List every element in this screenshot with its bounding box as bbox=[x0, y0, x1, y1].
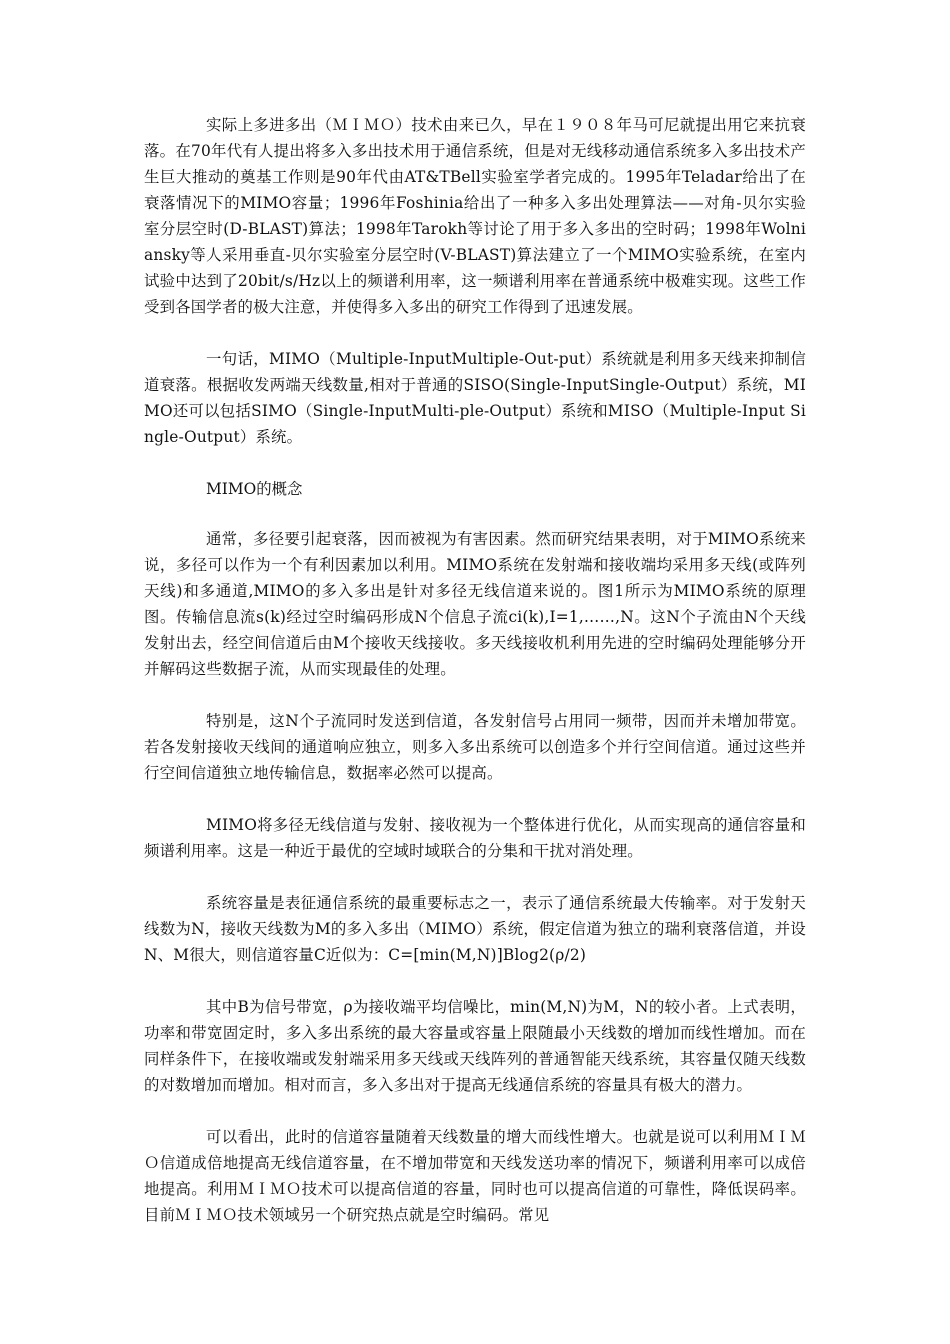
paragraph-system-capacity: 系统容量是表征通信系统的最重要标志之一，表示了通信系统最大传输率。对于发射天线数为N，接收天线数为M的多入多出（MIMO）系统，假定信道为独立的瑞利衰落信道，并设N、M很大，则信道容量C近似为：C=[min(M,N)]Blog2(ρ/2) bbox=[144, 894, 806, 964]
paragraph-capacity-explanation: 其中B为信号带宽，ρ为接收端平均信噪比，min(M,N)为M，N的较小者。上式表明，功率和带宽固定时，多入多出系统的最大容量或容量上限随最小天线数的增加而线性增加。而在同样条件下，在接收端或发射端采用多天线或天线阵列的普通智能天线系统，其容量仅随天线数的对数增加而增加。相对而言，多入多出对于提高无线通信系统的容量具有极大的潜力。 bbox=[144, 998, 806, 1094]
paragraph-parallel-channels: 特别是，这N个子流同时发送到信道，各发射信号占用同一频带，因而并未增加带宽。若各发射接收天线间的通道响应独立，则多入多出系统可以创造多个并行空间信道。通过这些并行空间信道独立地传输信息，数据率必然可以提高。 bbox=[144, 712, 806, 782]
paragraph-mimo-definition: 一句话，MIMO（Multiple-InputMultiple-Out-put）系统就是利用多天线来抑制信道衰落。根据收发两端天线数量,相对于普通的SISO(Single-InputSingle-Output）系统，MIMO还可以包括SIMO（Single-InputMulti-ple-Output）系统和MISO（Multiple-Input Single-Output）系统。 bbox=[144, 350, 806, 446]
paragraph-joint-optimization: MIMO将多径无线信道与发射、接收视为一个整体进行优化，从而实现高的通信容量和频谱利用率。这是一种近于最优的空域时域联合的分集和干扰对消处理。 bbox=[144, 816, 806, 860]
paragraph-capacity-conclusion: 可以看出，此时的信道容量随着天线数量的增大而线性增大。也就是说可以利用ＭＩＭＯ信道成倍地提高无线信道容量，在不增加带宽和天线发送功率的情况下，频谱利用率可以成倍地提高。利用ＭＩＭＯ技术可以提高信道的容量，同时也可以提高信道的可靠性，降低误码率。目前ＭＩＭＯ技术领域另一个研究热点就是空时编码。常见 bbox=[144, 1128, 806, 1224]
document-page bbox=[144, 112, 806, 1254]
paragraph-mimo-history: 实际上多进多出（ＭＩＭＯ）技术由来已久，早在１９０８年马可尼就提出用它来抗衰落。在70年代有人提出将多入多出技术用于通信系统，但是对无线移动通信系统多入多出技术产生巨大推动的奠基工作则是90年代由AT&TBell实验室学者完成的。1995年Teladar给出了在衰落情况下的MIMO容量；1996年Foshinia给出了一种多入多出处理算法——对角-贝尔实验室分层空时(D-BLAST)算法；1998年Tarokh等讨论了用于多入多出的空时码；1998年Wolniansky等人采用垂直-贝尔实验室分层空时(V-BLAST)算法建立了一个MIMO实验系统，在室内试验中达到了20bit/s/Hz以上的频谱利用率，这一频谱利用率在普通系统中极难实现。这些工作受到各国学者的极大注意，并使得多入多出的研究工作得到了迅速发展。 bbox=[144, 116, 806, 316]
section-heading-mimo-concept: MIMO的概念 bbox=[206, 480, 303, 498]
paragraph-multipath: 通常，多径要引起衰落，因而被视为有害因素。然而研究结果表明，对于MIMO系统来说，多径可以作为一个有利因素加以利用。MIMO系统在发射端和接收端均采用多天线(或阵列天线)和多通道,MIMO的多入多出是针对多径无线信道来说的。图1所示为MIMO系统的原理图。传输信息流s(k)经过空时编码形成N个信息子流ci(k),I=1,……,N。这N个子流由N个天线发射出去，经空间信道后由M个接收天线接收。多天线接收机利用先进的空时编码处理能够分开并解码这些数据子流，从而实现最佳的处理。 bbox=[144, 530, 806, 678]
